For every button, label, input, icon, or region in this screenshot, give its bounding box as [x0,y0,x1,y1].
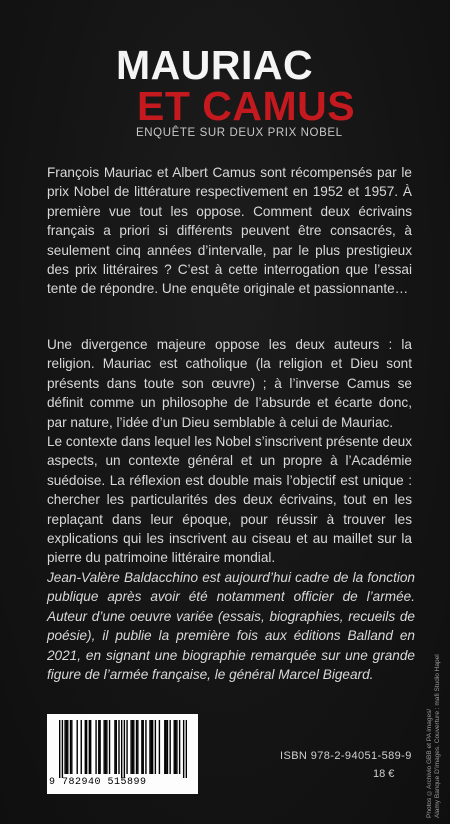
barcode-bar [179,720,180,774]
barcode-bar [81,720,82,774]
barcode-bar [137,720,138,774]
barcode-bar [155,720,156,774]
barcode-bar [159,720,160,774]
barcode-bar [175,720,176,774]
barcode-bar [77,720,78,774]
book-title-line-1: MAURIAC [116,42,314,88]
barcode-bar [95,720,96,774]
barcode-bar [130,720,131,774]
barcode-bar [118,720,119,774]
barcode-bar [98,720,99,774]
barcode-bar [151,720,152,774]
barcode-bar [136,720,137,774]
barcode-bar [176,720,177,774]
isbn-number: ISBN 978-2-94051-589-9 [280,750,412,762]
summary-paragraph-2: Une divergence majeure oppose les deux auteurs : la religion. Mauriac est catholique (la religion et Dieu sont présents dans toute son œuvre) ; à l’inverse Camus se définit comme un philosophe de l’absurde et écarte donc, par nature, l’idée d’un Dieu semblable à celui de Mauriac. [47,337,412,430]
barcode-bar [133,720,134,774]
barcode-bar [103,720,104,774]
barcode-bar [62,720,63,778]
barcode-bar [124,720,125,778]
photo-credit: Photos ©Archivio GBB et PA images/ Alamy Banque D’images. Couverture : mafi Studio Hapel [426,654,441,818]
barcode-bar [145,720,146,774]
barcode-bar [64,720,65,774]
barcode-bar [126,720,127,774]
barcode-bar [116,720,117,774]
barcode-bar [67,720,68,774]
price: 18 € [373,768,395,780]
barcode-bar [143,720,144,774]
barcode-bar [105,720,106,774]
barcode-bar [167,720,168,774]
barcode-bar [169,720,170,774]
barcode-bar [85,720,86,774]
book-subtitle: ENQUÊTE SUR DEUX PRIX NOBEL [136,127,343,139]
barcode-bar [106,720,107,774]
barcode-bar [152,720,153,774]
summary-paragraph-1: François Mauriac et Albert Camus sont récompensés par le prix Nobel de littérature respectivement en 1952 et 1957. À première vue tout les oppose. Comment deux écrivains français a priori si différents peuvent être consacrés, à seulement cinq années d’intervalle, par le plus prestigieux des prix littéraires ? C’est à cette interrogation que l’essai tente de répondre. Une enquête originale et passionnante… [47,165,412,297]
barcode-bar [121,720,122,778]
author-bio: Jean-Valère Baldacchino est aujourd’hui cadre de la fonction publique après avoir été notamment officier de l’armée. Auteur d’une oeuvre variée (essais, biographies, recueils de poésie), il publie la première fois aux éditions Balland en 2021, en signant une biographie remarquée sur une grande figure de l’armée française, le général Marcel Bigeard. [47,570,415,683]
book-title-line-2: ET CAMUS [137,83,356,129]
barcode-bar [141,720,142,774]
barcode-bar [186,720,187,778]
barcode-bar [89,720,90,774]
barcode-bar [114,720,115,774]
barcode-digits: 9 782940 515899 [49,777,147,788]
summary-paragraph-3: Le contexte dans lequel les Nobel s’inscrivent présente deux aspects, un contexte général et un propre à l’Académie suédoise. La réflexion est double mais l’objectif est unique : chercher les particularités des deux écrivains, tout en les replaçant dans leur époque, pour réussir à trouver les explications qui les inscrivent au ciseau et au maillet sur la pierre du patrimoine littéraire mondial. [47,434,412,566]
barcode-bar [59,720,60,778]
barcode-bar [90,720,91,774]
barcode-bars [59,720,187,778]
barcode-bar [174,720,175,774]
barcode [47,714,198,794]
barcode-bar [66,720,67,774]
barcode-bar [165,720,166,774]
barcode-bar [149,720,150,774]
barcode-bar [71,720,72,774]
barcode-bar [86,720,87,774]
barcode-bar [164,720,165,774]
barcode-bar [70,720,71,774]
barcode-bar [109,720,110,774]
barcode-bar [183,720,184,778]
barcode-bar [132,720,133,774]
barcode-bar [99,720,100,774]
